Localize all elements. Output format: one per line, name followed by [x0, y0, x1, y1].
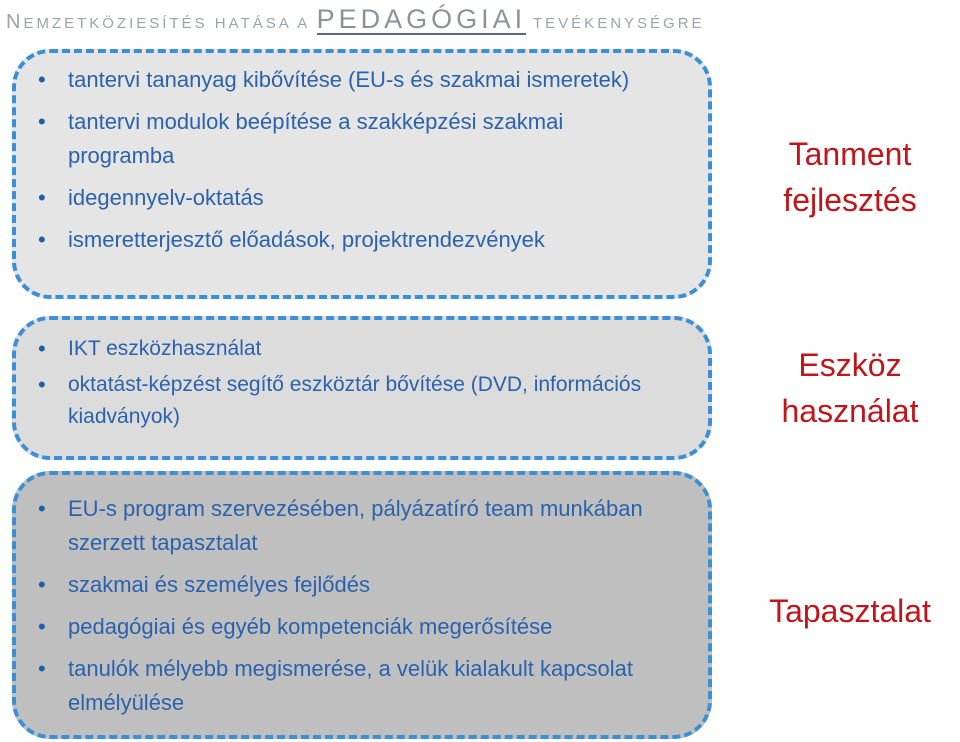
list-item: • tantervi modulok beépítése a szakképzési szakmai programba — [38, 105, 668, 173]
list-item: • EU-s program szervezésében, pályázatíró team munkában szerzett tapasztalat — [38, 492, 668, 560]
bullet-list — [38, 63, 668, 265]
title-highlight-wrap — [316, 4, 527, 35]
bullet-list — [38, 492, 668, 728]
list-item: • tanulók mélyebb megismerése, a velük kialakult kapcsolat elmélyülése — [38, 652, 668, 720]
section-label-tapasztalat: Tapasztalat — [769, 593, 931, 629]
section-label-tanment: Tanment fejlesztés — [783, 136, 917, 218]
title-initial: N — [6, 11, 24, 33]
list-item: • pedagógiai és egyéb kompetenciák megerősítése — [38, 610, 668, 644]
bullet-list — [38, 333, 668, 437]
title-end: TEVÉKENYSÉGRE — [526, 15, 705, 32]
list-item: • ismeretterjesztő előadások, projektrendezvények — [38, 223, 668, 257]
section-box-eszkoz — [12, 316, 712, 460]
list-item: • tantervi tananyag kibővítése (EU-s és szakmai ismeretek) — [38, 63, 668, 97]
section-box-tapasztalat — [12, 471, 712, 739]
page-title — [6, 4, 958, 42]
title-middle: EMZETKÖZIESÍTÉS HATÁSA A — [23, 15, 317, 32]
section-box-tanment — [12, 49, 712, 299]
list-item: • IKT eszközhasználat — [38, 333, 668, 365]
list-item: • szakmai és személyes fejlődés — [38, 568, 668, 602]
section-label-eszkoz: Eszköz használat — [781, 347, 919, 429]
list-item: • oktatást-képzést segítő eszköztár bővítése (DVD, információs kiadványok) — [38, 369, 668, 433]
title-highlight: PEDAGÓGIAI — [316, 4, 527, 34]
list-item: • idegennyelv-oktatás — [38, 181, 668, 215]
